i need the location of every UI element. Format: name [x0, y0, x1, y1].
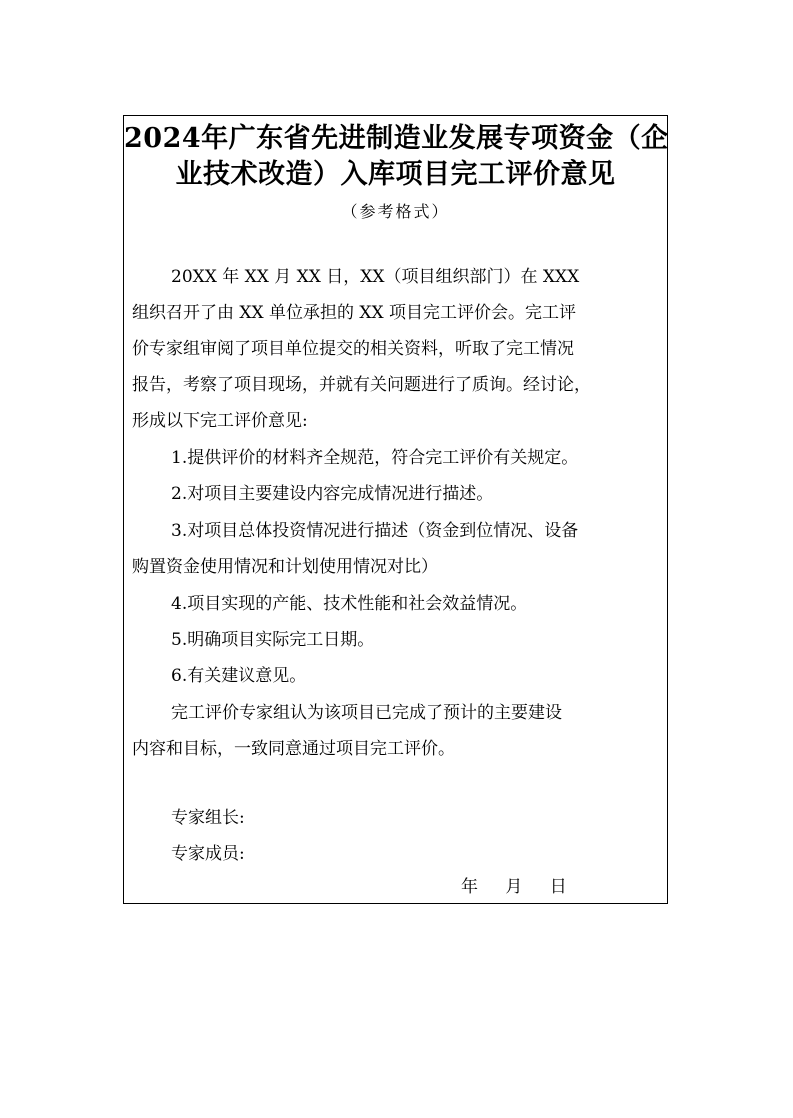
intro-line-2: 组织召开了由 XX 单位承担的 XX 项目完工评价会。完工评: [132, 303, 577, 323]
expert-members-label: 专家成员:: [171, 844, 245, 864]
conclusion-line-1: 完工评价专家组认为该项目已完成了预计的主要建设: [171, 703, 562, 723]
intro-line-4: 报告，考察了项目现场，并就有关问题进行了质询。经讨论，: [132, 375, 591, 395]
item-3-line-2: 购置资金使用情况和计划使用情况对比）: [132, 557, 438, 577]
expert-leader-label: 专家组长:: [171, 808, 245, 828]
date-placeholder: 年 月 日: [461, 877, 567, 897]
document-title-line-1: 2024年广东省先进制造业发展专项资金（企: [124, 123, 669, 154]
intro-line-5: 形成以下完工评价意见:: [132, 411, 308, 431]
item-4: 4.项目实现的产能、技术性能和社会效益情况。: [171, 594, 528, 614]
document-frame: [123, 115, 668, 904]
intro-line-3: 价专家组审阅了项目单位提交的相关资料，听取了完工情况: [132, 339, 574, 359]
item-5: 5.明确项目实际完工日期。: [171, 630, 375, 650]
document-subtitle: （参考格式）: [341, 202, 450, 221]
item-2: 2.对项目主要建设内容完成情况进行描述。: [171, 484, 494, 504]
intro-line-1: 20XX 年 XX 月 XX 日，XX（项目组织部门）在 XXX: [171, 267, 580, 287]
item-3-line-1: 3.对项目总体投资情况进行描述（资金到位情况、设备: [171, 521, 579, 541]
conclusion-line-2: 内容和目标，一致同意通过项目完工评价。: [132, 739, 455, 759]
item-6: 6.有关建议意见。: [171, 666, 307, 686]
item-1: 1.提供评价的材料齐全规范，符合完工评价有关规定。: [171, 448, 579, 468]
document-title-line-2: 业技术改造）入库项目完工评价意见: [175, 159, 616, 190]
